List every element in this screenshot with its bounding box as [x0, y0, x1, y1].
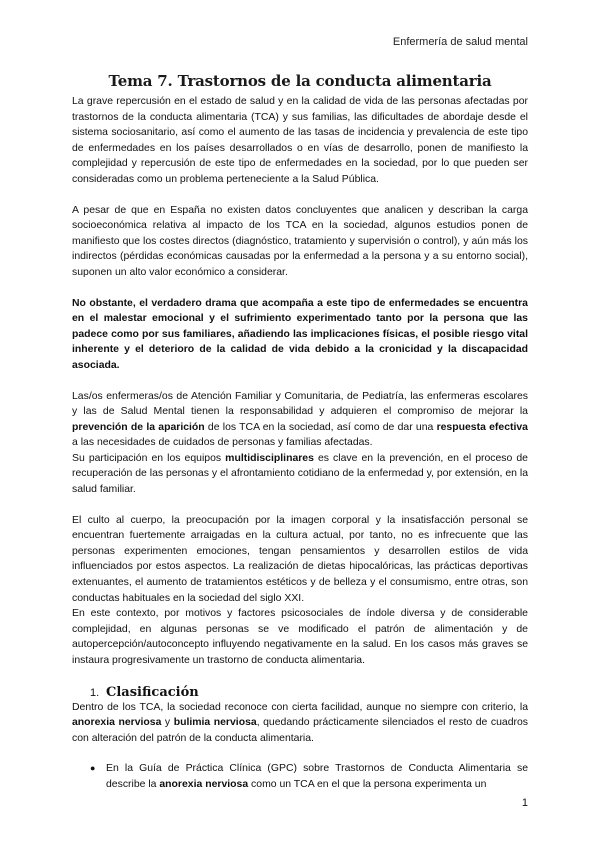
section-heading-classification [72, 685, 528, 700]
paragraph-nurses-responsibility [72, 389, 528, 451]
text-run: es clave en la prevención, en el proceso de recuperación de las personas y el afrontamiento cotidiano de la enfermedad y, por extensión, en la salud familiar. [72, 452, 528, 496]
running-header: Enfermería de salud mental [392, 36, 528, 48]
paragraph-emotional-drama: No obstante, el verdadero drama que acompaña a este tipo de enfermedades se encuentra en el malestar emocional y el sufrimiento experimentado tanto por la persona que las padece como por sus familiares, añadiendo las implicaciones físicas, el posible riesgo vital inherente y el deterioro de la calidad de vida debido a la cronicidad y la discapacidad asociada. [72, 297, 528, 371]
paragraph-body-cult: El culto al cuerpo, la preocupación por la imagen corporal y la insatisfacción personal se encuentran fuertemente arraigadas en la cultura actual, por tanto, no es infrecuente que las personas experimenten emociones, tengan pensamientos y desarrollen estilos de vida influenciados por estos aspectos. La realización de dietas hipocalóricas, las prácticas deportivas extenuantes, el aumento de tratamientos estéticos y de belleza y el consumismo, entre otras, son conductas habituales en la sociedad del siglo XXI. [72, 514, 528, 604]
paragraph-economic-burden: A pesar de que en España no existen datos concluyentes que analicen y describan la carga socioeconómica relativa al impacto de los TCA en la sociedad, algunos estudios ponen de manifiesto que los costes directos (diagnóstico, tratamiento y supervisión o control), y aún más los indirectos (pérdidas económicas causadas por la enfermedad a la persona y a su entorno social), suponen un alto valor económico a considerar. [72, 204, 528, 278]
text-run: Las/os enfermeras/os de Atención Familiar y Comunitaria, de Pediatría, las enfermeras escolares y las de Salud Mental tienen la responsabilidad y adquieren el compromiso de mejorar la [72, 390, 528, 418]
section-title: Clasificación [106, 684, 199, 700]
bold-multidisciplinary: multidisciplinares [225, 452, 314, 464]
page-content [72, 72, 528, 793]
chapter-title: Tema 7. Trastornos de la conducta alimentaria [108, 72, 492, 90]
section-number: 1. [90, 686, 100, 699]
text-run: y [161, 717, 174, 729]
bullet-text [106, 761, 528, 792]
paragraph-intro: La grave repercusión en el estado de salud y en la calidad de vida de las personas afectadas por trastornos de la conducta alimentaria (TCA) y sus familias, las dificultades de abordaje desde el sistema sociosanitario, así como el aumento de las tasas de incidencia y prevalencia de este tipo de enfermedades en los países desarrollados o en vías de desarrollo, ponen de manifiesto la complejidad y repercusión de este tipo de enfermedades en la sociedad, por lo que pueden ser consideradas como un problema perteneciente a la Salud Pública. [72, 96, 528, 185]
text-run: , quedando prácticamente silenciados el resto de cuadros con alteración del patrón de la conducta alimentaria. [72, 717, 528, 744]
text-run: En la Guía de Práctica Clínica (GPC) sobre Trastornos de Conducta Alimentaria se describe la [106, 763, 528, 790]
paragraph-context: En este contexto, por motivos y factores psicosociales de índole diversa y de considerable complejidad, en algunas personas se ve modificado el patrón de alimentación y de autopercepción/autoconcepto influyendo negativamente en la salud. En los casos más graves se instaura progresivamente un trastorno de conducta alimentaria. [72, 608, 528, 666]
page-number: 1 [521, 797, 528, 809]
list-item [90, 761, 528, 792]
text-run: Su participación en los equipos [72, 452, 226, 464]
bold-anorexia: anorexia nerviosa [159, 778, 249, 790]
paragraph-classification [72, 700, 528, 747]
paragraph-multidisciplinary [72, 451, 528, 498]
bold-prevention: prevención de la aparición [72, 421, 205, 433]
text-run: como un TCA en el que la persona experimenta un [248, 778, 487, 790]
bold-effective-response: respuesta efectiva [436, 421, 528, 433]
bold-bulimia: bulimia nerviosa [173, 717, 257, 729]
bullet-icon: ● [90, 763, 96, 774]
text-run: Dentro de los TCA, la sociedad reconoce con cierta facilidad, aunque no siempre con criterio, la [72, 701, 528, 713]
text-run: de los TCA en la sociedad, así como de dar una [204, 421, 437, 433]
text-run: a las necesidades de cuidados de personas y familias afectadas. [72, 437, 373, 449]
bullet-list [72, 761, 528, 792]
bold-anorexia: anorexia nerviosa [72, 717, 162, 729]
